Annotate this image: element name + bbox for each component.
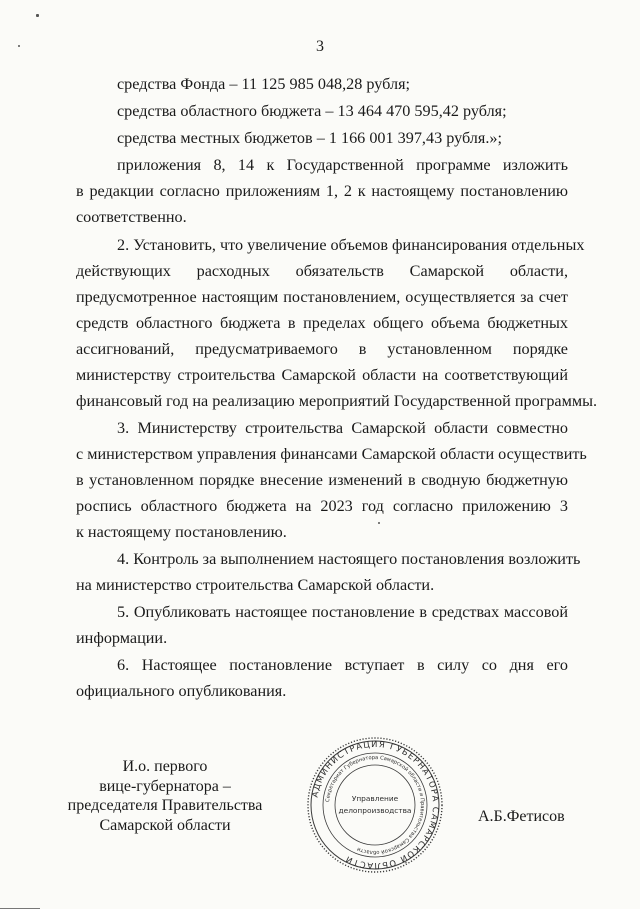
text-line: министерству строительства Самарской области на соответствующий xyxy=(76,366,568,384)
text-line: 3. Министерству строительства Самарской области совместно xyxy=(117,419,568,437)
text-line: 6. Настоящее постановление вступает в силу со дня его xyxy=(117,656,568,674)
text-line: с министерством управления финансами Самарской области осуществить xyxy=(76,445,587,463)
text-line: роспись областного бюджета на 2023 год согласно приложению 3 xyxy=(76,497,568,515)
text-line: приложения 8, 14 к Государственной программе изложить xyxy=(117,156,568,174)
page-number: 3 xyxy=(316,38,324,55)
stamp-inner-text: Секретариат Губернатора Самарской области и Правительства Самарской области xyxy=(325,754,426,856)
text-line: действующих расходных обязательств Самарской области, xyxy=(76,262,568,280)
text-line: соответственно. xyxy=(76,208,187,226)
text-line: информации. xyxy=(76,629,168,647)
text-line: ассигнований, предусматриваемого в установленном порядке xyxy=(76,340,568,358)
text-line: на министерство строительства Самарской области. xyxy=(76,576,435,594)
scan-speck xyxy=(18,45,20,47)
signatory-title xyxy=(60,757,270,835)
text-line: 4. Контроль за выполнением настоящего постановления возложить xyxy=(117,550,581,568)
scan-speck xyxy=(36,14,39,17)
text-line: 5. Опубликовать настоящее постановление в средствах массовой xyxy=(117,603,568,621)
text-line: в редакции согласно приложениям 1, 2 к настоящему постановлению xyxy=(76,182,568,200)
scan-speck xyxy=(378,522,380,524)
text-line: к настоящему постановлению. xyxy=(76,523,287,541)
text-line: финансовый год на реализацию мероприятий Государственной программы. xyxy=(76,392,598,410)
stamp-center-line2: делопроизводства xyxy=(338,806,412,815)
signatory-title-line: председателя Правительства xyxy=(67,797,263,814)
signatory-title-line: вице-губернатора – xyxy=(99,777,231,795)
signatory-title-line: Самарской области xyxy=(99,816,231,834)
text-line: в установленном порядке внесение изменений в сводную бюджетную xyxy=(76,471,568,489)
text-line: 2. Установить, что увеличение объемов финансирования отдельных xyxy=(117,236,585,254)
text-line: средства Фонда – 11 125 985 048,28 рубля; xyxy=(117,75,411,93)
text-line: предусмотренное настоящим постановлением, осуществляется за счет xyxy=(76,288,568,306)
text-line: средства областного бюджета – 13 464 470 595,42 рубля; xyxy=(117,102,507,120)
text-line: средства местных бюджетов – 1 166 001 397,43 рубля.»; xyxy=(117,129,502,147)
signatory-title-line: И.о. первого xyxy=(122,758,208,775)
official-stamp xyxy=(305,735,445,875)
stamp-outer-text: АДМИНИСТРАЦИЯ ГУБЕРНАТОРА САМАРСКОЙ ОБЛАСТИ xyxy=(309,738,442,872)
text-line: официального опубликования. xyxy=(76,682,287,700)
signatory-name: А.Б.Фетисов xyxy=(478,808,565,825)
stamp-center-line1: Управление xyxy=(351,794,399,803)
text-line: средств областного бюджета в пределах общего объема бюджетных xyxy=(76,314,568,332)
